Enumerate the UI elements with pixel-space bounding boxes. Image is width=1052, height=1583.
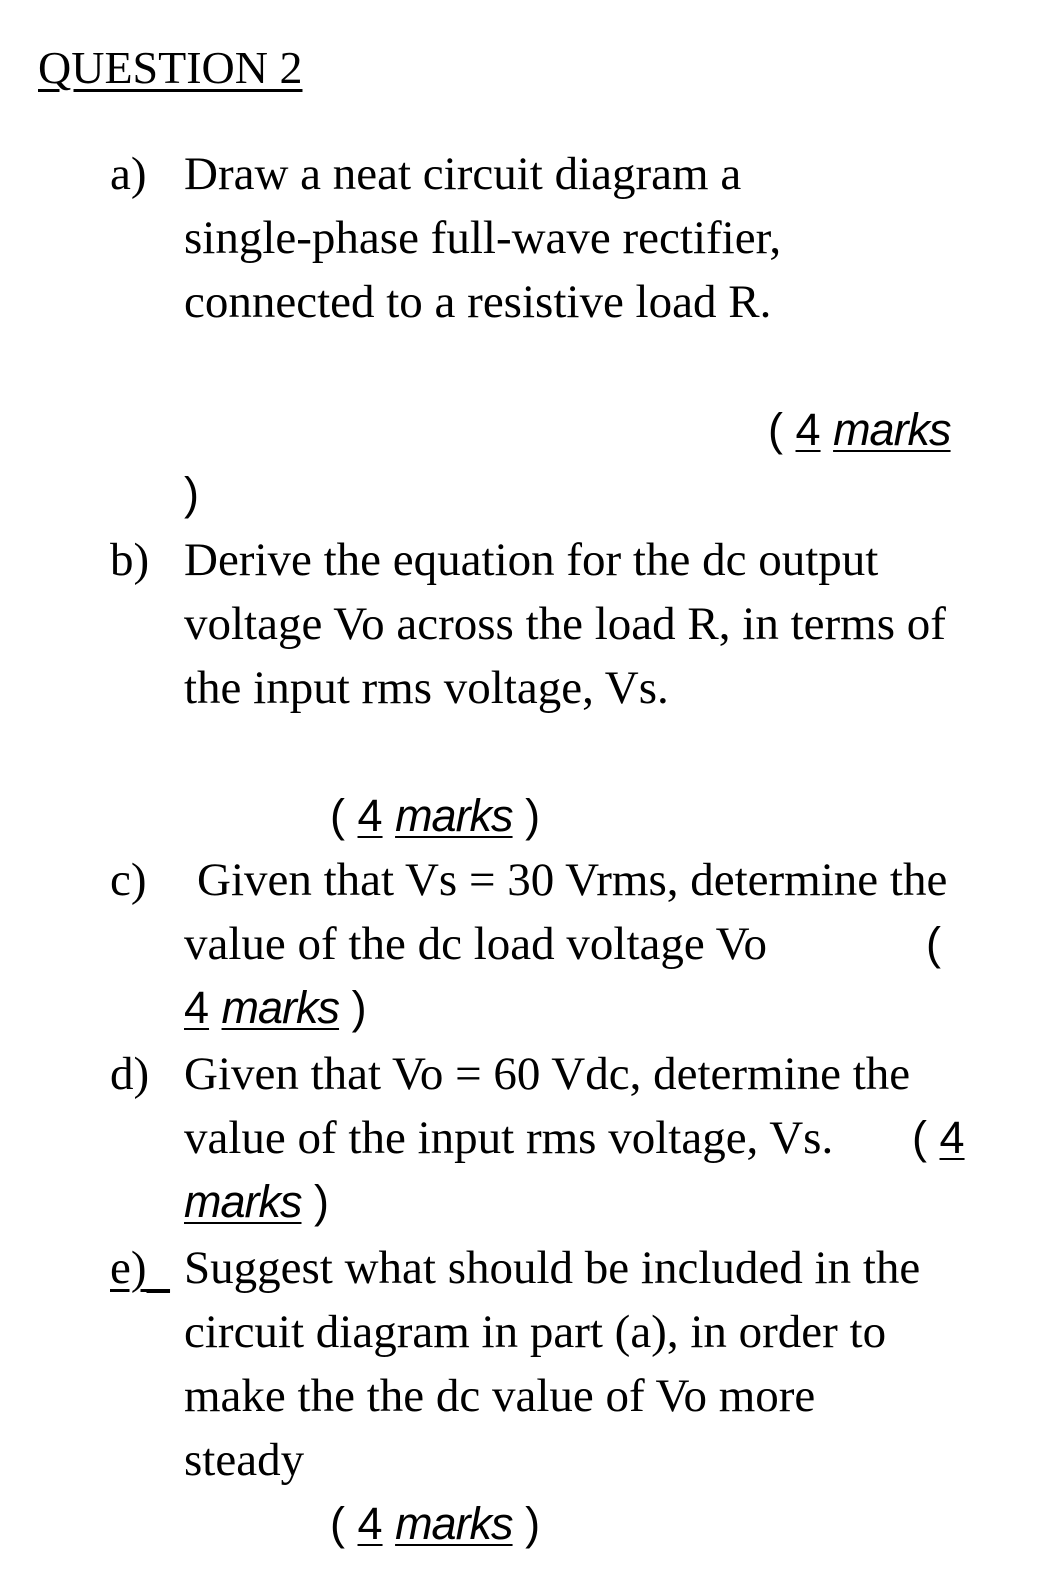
marks-number: 4 bbox=[939, 1112, 965, 1163]
open-paren: ( bbox=[912, 1112, 927, 1163]
part-d-marks-open bbox=[912, 1106, 965, 1170]
part-c-marks bbox=[184, 976, 367, 1040]
open-paren: ( bbox=[768, 404, 783, 455]
part-e-line-2: circuit diagram in part (a), in order to bbox=[184, 1306, 887, 1358]
part-b-line-3: the input rms voltage, Vs. bbox=[184, 662, 669, 714]
part-d-marks bbox=[184, 1170, 329, 1234]
part-a-marks-close bbox=[184, 462, 199, 526]
part-e-marks bbox=[330, 1492, 540, 1556]
part-a-line-2: single-phase full-wave rectifier, bbox=[184, 212, 782, 264]
question-title: QUESTION 2 bbox=[38, 42, 303, 93]
marks-word: marks bbox=[833, 404, 951, 455]
part-c-line-1: Given that Vs = 30 Vrms, determine the bbox=[197, 854, 948, 906]
part-d-label: d) bbox=[110, 1048, 150, 1100]
part-b-label: b) bbox=[110, 534, 150, 586]
part-a-line-3: connected to a resistive load R. bbox=[184, 276, 772, 328]
close-paren: ) bbox=[184, 468, 199, 519]
part-d-line-2: value of the input rms voltage, Vs. bbox=[184, 1112, 834, 1164]
part-a-marks bbox=[768, 398, 951, 462]
part-a-line-1: Draw a neat circuit diagram a bbox=[184, 148, 742, 200]
part-a-label: a) bbox=[110, 148, 147, 200]
marks-word: marks bbox=[395, 1498, 513, 1549]
part-c-line-2: value of the dc load voltage Vo bbox=[184, 918, 768, 970]
close-paren: ) bbox=[525, 1498, 541, 1549]
close-paren: ) bbox=[525, 790, 541, 841]
close-paren: ) bbox=[314, 1176, 330, 1227]
marks-number: 4 bbox=[357, 1498, 383, 1549]
part-e-line-4: steady bbox=[184, 1434, 305, 1486]
part-c-label: c) bbox=[110, 854, 147, 906]
part-b-line-2: voltage Vo across the load R, in terms of bbox=[184, 598, 946, 650]
marks-number: 4 bbox=[357, 790, 383, 841]
open-paren: ( bbox=[330, 790, 345, 841]
marks-word: marks bbox=[184, 1176, 302, 1227]
close-paren: ) bbox=[351, 982, 367, 1033]
marks-word: marks bbox=[221, 982, 340, 1033]
open-paren: ( bbox=[330, 1498, 345, 1549]
marks-number: 4 bbox=[184, 982, 210, 1033]
part-e-line-1: Suggest what should be included in the bbox=[184, 1242, 921, 1294]
part-d-line-1: Given that Vo = 60 Vdc, determine the bbox=[184, 1048, 911, 1100]
part-c-marks-open bbox=[926, 912, 941, 976]
open-paren: ( bbox=[926, 918, 941, 969]
marks-word: marks bbox=[395, 790, 513, 841]
part-b-line-1: Derive the equation for the dc output bbox=[184, 534, 879, 586]
part-e-label: e) bbox=[110, 1242, 147, 1294]
marks-number: 4 bbox=[795, 404, 821, 455]
part-e-line-3: make the the dc value of Vo more bbox=[184, 1370, 816, 1422]
part-b-marks bbox=[330, 784, 540, 848]
